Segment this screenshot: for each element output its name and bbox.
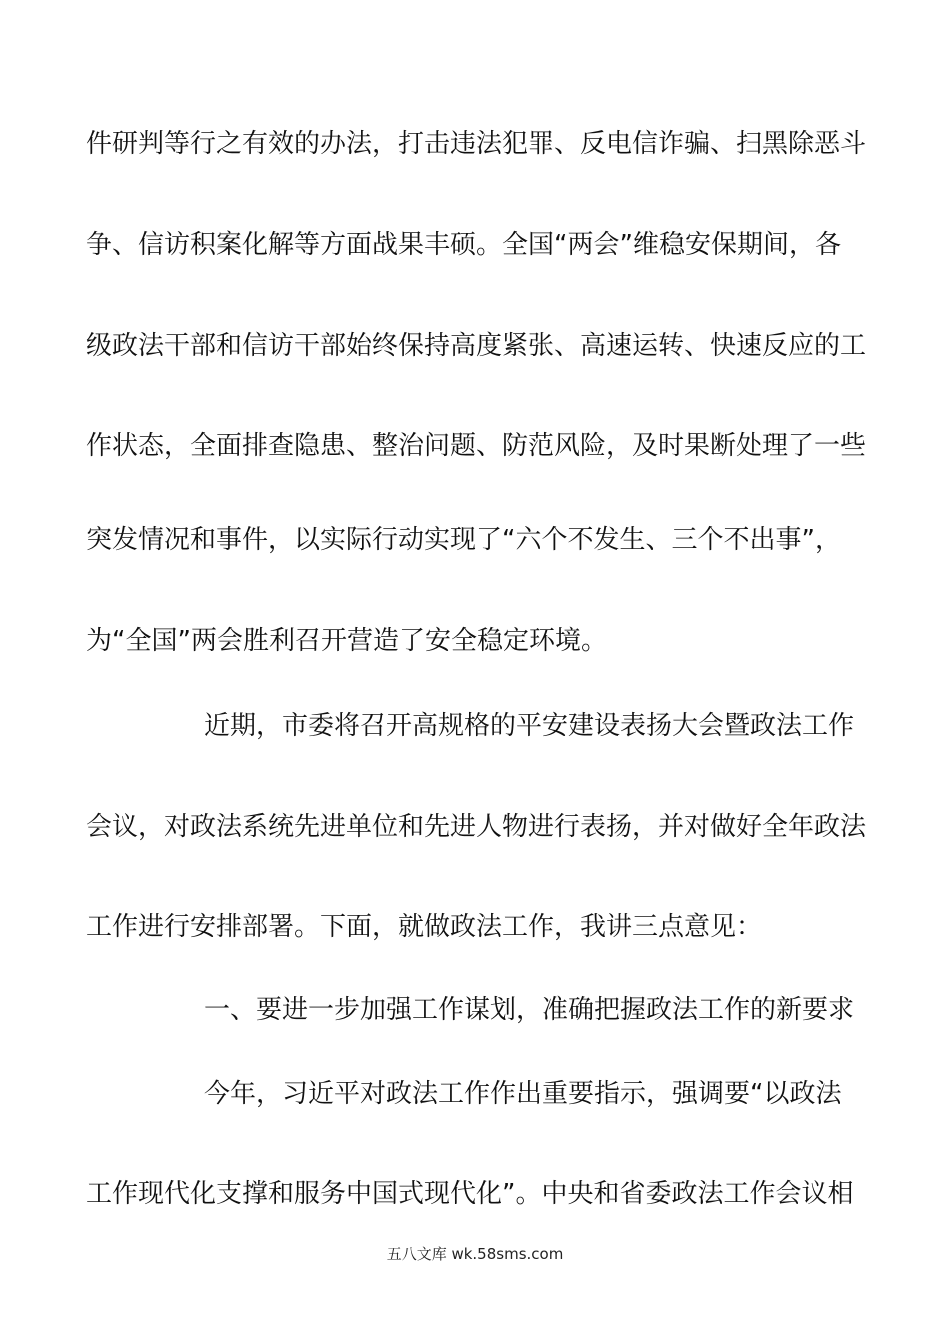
body-text-line: 为“全国”两会胜利召开营造了安全稳定环境。 — [86, 626, 607, 656]
body-text-line: 件研判等行之有效的办法，打击违法犯罪、反电信诈骗、扫黑除恶斗 — [86, 129, 867, 159]
body-text-line: 工作进行安排部署。下面，就做政法工作，我讲三点意见： — [86, 912, 763, 942]
paragraph-first-line: 近期，市委将召开高规格的平安建设表扬大会暨政法工作 — [204, 711, 855, 741]
body-text-line: 作状态，全面排查隐患、整治问题、防范风险，及时果断处理了一些 — [86, 431, 867, 461]
body-text-line: 争、信访积案化解等方面战果丰硕。全国“两会”维稳安保期间，各 — [86, 230, 841, 260]
section-heading: 一、要进一步加强工作谋划，准确把握政法工作的新要求 — [204, 995, 855, 1025]
paragraph-first-line: 今年，习近平对政法工作作出重要指示，强调要“以政法 — [204, 1079, 842, 1109]
body-text-line: 级政法干部和信访干部始终保持高度紧张、高速运转、快速反应的工 — [86, 331, 867, 361]
body-text-line: 会议，对政法系统先进单位和先进人物进行表扬，并对做好全年政法 — [86, 812, 867, 842]
body-text-line: 工作现代化支撑和服务中国式现代化”。中央和省委政法工作会议相 — [86, 1179, 854, 1209]
footer-watermark: 五八文库 wk.58sms.com — [386, 1245, 564, 1263]
body-text-line: 突发情况和事件，以实际行动实现了“六个不发生、三个不出事”， — [86, 525, 841, 555]
